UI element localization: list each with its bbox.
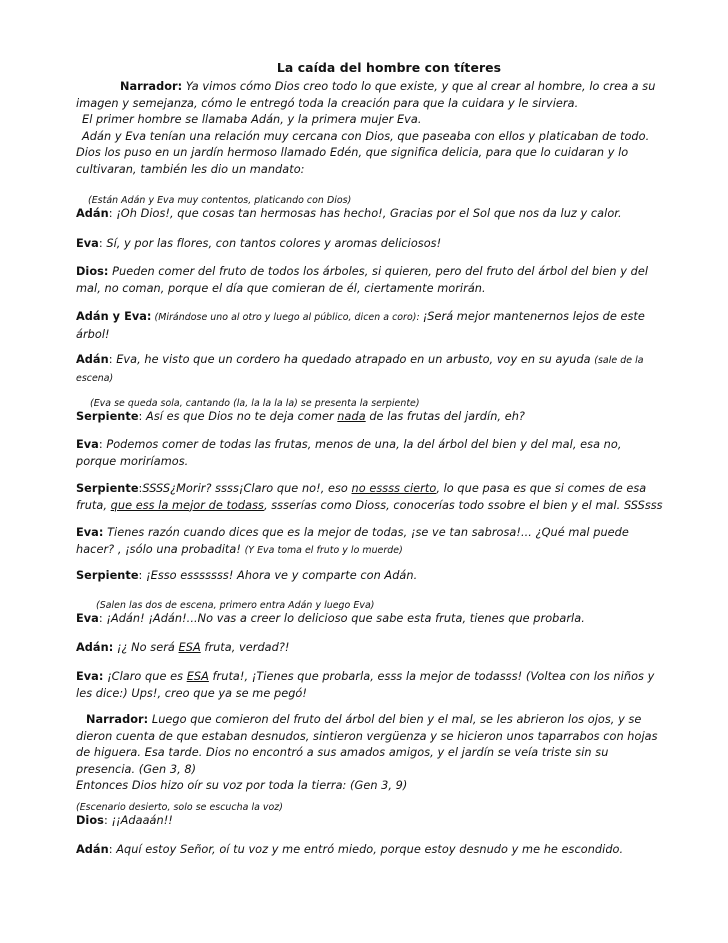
narrator-paragraph-2: [76, 712, 664, 795]
narration-text: Entonces Dios hizo oír su voz por toda la tierra: (Gen 3, 9): [76, 779, 408, 792]
dialogue-line: Serpiente: ¡Esso esssssss! Ahora ve y comparte con Adán.: [76, 569, 418, 582]
speaker-label: Serpiente: [76, 482, 139, 495]
dialogue-text: Aquí estoy Señor, oí tu voz y me entró miedo, porque estoy desnudo y me he escondido.: [116, 843, 624, 856]
dialogue-line: Adán: ¡¿ No será ESA fruta, verdad?!: [76, 641, 290, 654]
speaker-label: Eva: [76, 438, 99, 451]
dialogue-line: Serpiente:SSSS¿Morir? ssss¡Claro que no!, eso no essss cierto, lo que pasa es que si comes de esa fruta, que ess la mejor de todass, ssserías como Dioss, conocerías todo ssobre el bien y el mal. SSSsss: [76, 482, 663, 512]
dialogue-line: Adán: Aquí estoy Señor, oí tu voz y me entró miedo, porque estoy desnudo y me he escondido.: [76, 843, 624, 856]
dialogue-line: Eva: ¡Adán! ¡Adán!...No vas a creer lo delicioso que sabe esta fruta, tienes que probarla.: [76, 612, 585, 625]
speaker-label: Eva:: [76, 526, 104, 539]
dialogue-line: Adán: Eva, he visto que un cordero ha quedado atrapado en un arbusto, voy en su ayuda (sale de la escena): [76, 353, 644, 384]
speaker-label: Serpiente: [76, 569, 139, 582]
narration-text: Luego que comieron del fruto del árbol del bien y el mal, se les abrieron los ojos, y se dieron cuenta de que estaban desnudos, sintieron vergüenza y se hicieron unos taparrabos con hojas de higuera. Esa tarde. Dios no encontró a sus amados amigos, y el jardín se veía triste sin su presencia. (Gen 3, 8): [76, 713, 658, 776]
speaker-label: Dios:: [76, 265, 109, 278]
dialogue-text: ¡Adán! ¡Adán!...No vas a creer lo delicioso que sabe esta fruta, tienes que probarla.: [106, 612, 585, 625]
speaker-label: Adán: [76, 353, 109, 366]
stage-direction: (Salen las dos de escena, primero entra Adán y luego Eva): [96, 600, 375, 611]
speaker-label: Serpiente: [76, 410, 139, 423]
stage-direction: (Eva se queda sola, cantando (la, la la la la) se presenta la serpiente): [90, 398, 420, 409]
dialogue-line: Adán: ¡Oh Dios!, que cosas tan hermosas has hecho!, Gracias por el Sol que nos da luz y calor.: [76, 207, 622, 220]
dialogue-line: [76, 309, 664, 343]
speaker-label: Dios: [76, 814, 104, 827]
narrator-paragraph-1: [76, 79, 664, 178]
stage-direction: (Escenario desierto, solo se escucha la voz): [76, 802, 283, 813]
speaker-label: Adán: [76, 207, 109, 220]
stage-direction: (Y Eva toma el fruto y lo muerde): [244, 544, 403, 556]
speaker-label: Adán:: [76, 641, 114, 654]
dialogue-line: [76, 264, 664, 297]
speaker-label: Eva: [76, 612, 99, 625]
narration-text: Adán y Eva tenían una relación muy cercana con Dios, que paseaba con ellos y platicaban de todo. Dios los puso en un jardín hermoso llamado Edén, que significa delicia, para que lo cuidaran y lo cultivaran, también les dio un mandato:: [76, 129, 650, 176]
stage-direction: (Mirándose uno al otro y luego al público, dicen a coro):: [151, 312, 423, 323]
speaker-label: Eva:: [76, 670, 104, 683]
dialogue-line: Eva: ¡Claro que es ESA fruta!, ¡Tienes que probarla, esss la mejor de todasss! (Voltea con los niños y les dice:) Ups!, creo que ya se me pegó!: [76, 670, 655, 700]
dialogue-text: Podemos comer de todas las frutas, menos de una, la del árbol del bien y del mal, esa no, porque moriríamos.: [76, 438, 622, 468]
dialogue-line: Eva: Sí, y por las flores, con tantos colores y aromas deliciosos!: [76, 237, 442, 250]
dialogue-text: Tienes razón cuando dices que es la mejor de todas, ¡se ve tan sabrosa!... ¿Qué mal puede hacer? , ¡sólo una probadita!: [76, 526, 629, 556]
dialogue-text: ¡Esso esssssss! Ahora ve y comparte con Adán.: [146, 569, 418, 582]
narration-text: El primer hombre se llamaba Adán, y la primera mujer Eva.: [82, 113, 422, 126]
page-title: La caída del hombre con títeres: [276, 60, 502, 75]
dialogue-text: ¡Oh Dios!, que cosas tan hermosas has hecho!, Gracias por el Sol que nos da luz y calor.: [116, 207, 622, 220]
speaker-label: Adán: [76, 843, 109, 856]
dialogue-line: Serpiente: Así es que Dios no te deja comer nada de las frutas del jardín, eh?: [76, 410, 525, 423]
dialogue-line: Dios: ¡¡Adaaán!!: [76, 814, 173, 827]
dialogue-text: Eva, he visto que un cordero ha quedado atrapado en un arbusto, voy en su ayuda: [116, 353, 595, 366]
narration-text: Ya vimos cómo Dios creo todo lo que existe, y que al crear al hombre, lo crea a su imagen y semejanza, cómo le entregó toda la creación para que la cuidara y le sirviera.: [76, 80, 656, 110]
stage-direction: (Están Adán y Eva muy contentos, platicando con Dios): [88, 195, 352, 206]
speaker-label: Adán y Eva:: [76, 310, 152, 323]
speaker-label: Narrador:: [86, 713, 149, 726]
dialogue-text: Sí, y por las flores, con tantos colores y aromas deliciosos!: [106, 237, 442, 250]
dialogue-text: ¡Será mejor mantenernos lejos de este árbol!: [76, 310, 645, 341]
dialogue-line: Eva: Podemos comer de todas las frutas, menos de una, la del árbol del bien y del mal, esa no, porque moriríamos.: [76, 438, 622, 468]
dialogue-line: [76, 525, 664, 559]
dialogue-text: ¡¡Adaaán!!: [111, 814, 173, 827]
speaker-label: Eva: [76, 237, 99, 250]
stage-direction: (sale de la escena): [76, 355, 644, 384]
dialogue-text: Pueden comer del fruto de todos los árboles, si quieren, pero del fruto del árbol del bien y del mal, no coman, porque el día que comieran de él, ciertamente morirán.: [76, 265, 649, 295]
speaker-label: Narrador:: [120, 80, 183, 93]
